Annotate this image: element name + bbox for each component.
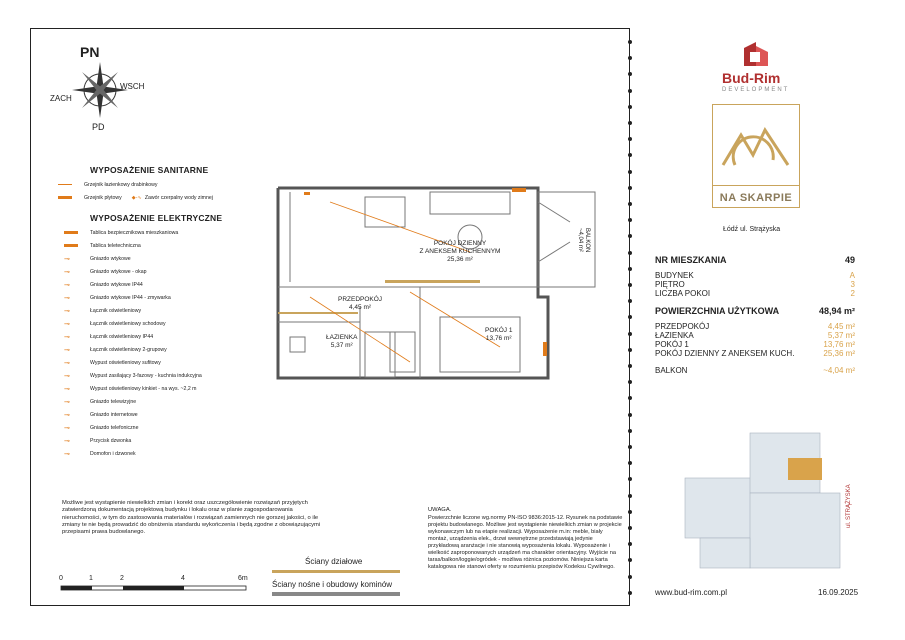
legend-item: ⊸ Gniazdo telewizyjne [64, 398, 137, 406]
legend-item: ⊸ Wypust oświetleniowy kinkiet - na wys. ~2,2 m [64, 385, 197, 393]
perforation-dot [628, 121, 632, 125]
legend-item: ⊸ Łącznik oświetleniowy schodowy [64, 320, 166, 328]
electrical-legend [64, 226, 264, 460]
electrical-symbol-icon: ⊸ [64, 385, 70, 393]
legend-item: Tablica teletechniczna [64, 239, 264, 252]
scale-label: 2 [120, 575, 124, 582]
perforation-dot [628, 267, 632, 271]
electrical-symbol-icon: ⊸ [64, 268, 70, 276]
perforation-dot [628, 477, 632, 481]
legend-item: ⊸ Gniazdo internetowe [64, 411, 138, 419]
perforation-dot [628, 510, 632, 514]
info-row: PRZEDPOKÓJ 4,45 m² [655, 322, 855, 331]
balcony-row: BALKON ~4,04 m² [655, 366, 855, 375]
partition-walls-label: Ściany działowe [305, 557, 363, 566]
street-label: ul. STRĄŻYSKA [846, 484, 852, 528]
perforation-dot [628, 283, 632, 287]
perforation-dot [628, 380, 632, 384]
electrical-symbol-icon: ⊸ [64, 359, 70, 367]
perforation-dot [628, 332, 632, 336]
info-row: PIĘTRO 3 [655, 280, 855, 289]
ladder-radiator-icon [58, 184, 72, 185]
total-area-row: POWIERZCHNIA UŻYTKOWA 48,94 m² [655, 306, 855, 316]
electrical-symbol-icon: ⊸ [64, 398, 70, 406]
perforation-dot [628, 526, 632, 530]
compass-east: WSCH [120, 82, 145, 91]
perforation-dot [628, 413, 632, 417]
perforation-dot [628, 234, 632, 238]
brand-name: Bud-Rim [722, 70, 781, 86]
website: www.bud-rim.com.pl [655, 588, 728, 597]
project-logo [712, 104, 800, 208]
legend-item: ⊸ Gniazdo wtykowe [64, 255, 131, 263]
perforation-dot [628, 105, 632, 109]
electrical-symbol-icon: ⊸ [64, 333, 70, 341]
scale-label: 1 [89, 575, 93, 582]
legend-item: Grzejnik płytowy ◆‑∿ Zawór czerpalny wody zimnej [58, 191, 258, 204]
perforation-dot [628, 186, 632, 190]
electrical-symbol-icon: ⊸ [64, 281, 70, 289]
perforation-dot [628, 558, 632, 562]
legend-item: Tablica bezpiecznikowa mieszkaniowa [64, 226, 264, 239]
legend-item: Grzejnik łazienkowy drabinkowy [58, 178, 258, 191]
brand-sub: DEVELOPMENT [722, 87, 790, 93]
project-name: NA SKARPIE [713, 185, 799, 204]
perforation-dot [628, 396, 632, 400]
apartment-number-row: NR MIESZKANIA 49 [655, 255, 855, 265]
info-row: POKÓJ DZIENNY Z ANEKSEM KUCH. 25,36 m² [655, 349, 855, 358]
perforation-dot [628, 315, 632, 319]
perforation-dot [628, 429, 632, 433]
perforation-dot [628, 591, 632, 595]
note-text: Powierzchnie liczone wg.normy PN-ISO 9836:2015-12. Rysunek na podstawie projektu budowlanego. Możliwe jest wystąpienie niewielkich zmian w projekcie wykonawczym lub na etapie realizacji. Wyposażenie m.in: meble, biały montaż, urządzenia elek., drzwi wewnętrzne przedstawiają jedynie przykładową aranżacje i nie stanowią wyposażenia lokalu. Wyposażenie i wielkość zaproponowanych urządzeń ma charakter orientacyjny. Wyjście na taras/balkon/loggie/ogródek - możliwa różnica poziomów. Niniejsza karta katalogowa nie stanowi oferty w rozumieniu przepisów Kodeksu Cywilnego. [428, 515, 623, 570]
sanitary-title: WYPOSAŻENIE SANITARNE [90, 165, 209, 175]
electrical-symbol-icon [64, 244, 78, 247]
legend-item: ⊸ Gniazdo wtykowe - okap [64, 268, 147, 276]
scale-label: 0 [59, 575, 63, 582]
legend-item: ⊸ Gniazdo wtykowe IP44 [64, 281, 143, 289]
perforation-dot [628, 461, 632, 465]
partition-walls-swatch [272, 570, 400, 573]
perforation-dot [628, 575, 632, 579]
site-plan [680, 428, 865, 578]
hall-label: PRZEDPOKÓJ 4,45 m² [338, 296, 383, 311]
info-row: ŁAZIENKA 5,37 m² [655, 331, 855, 340]
floor-plan [270, 182, 605, 382]
legend-item: ⊸ Przycisk dzwonka [64, 437, 132, 445]
living-room-label: POKÓJ DZIENNY Z ANEKSEM KUCHENNYM 25,36 m² [419, 240, 501, 263]
perforation-dot [628, 56, 632, 60]
electrical-symbol-icon: ⊸ [64, 372, 70, 380]
perforation-dot [628, 348, 632, 352]
perforation-dot [628, 89, 632, 93]
disclaimer-text: Możliwe jest wystąpienie niewielkich zmian i korekt oraz uszczegółowienie rozwiązań przyjętych zatwierdzoną dokumentacją projektową budynku i lokalu oraz w planie zagospodarowania nieruchomości, w tym do zastosowania materiałów i rozwiązań zamiennych nie gorszej jakości, o ile zmiany te nie będą prowadzić do obniżenia standardu wykończenia i będą zgodne z obowiązującymi przepisami prawa budowlanego. [62, 500, 321, 536]
panel-radiator-icon [58, 196, 72, 199]
water-valve-icon: ◆‑∿ [131, 194, 142, 201]
electrical-symbol-icon: ⊸ [64, 424, 70, 432]
mountain-logo-icon [713, 105, 798, 180]
perforation-dot [628, 202, 632, 206]
compass-north: PN [80, 44, 100, 60]
electrical-symbol-icon: ⊸ [64, 411, 70, 419]
electrical-symbol-icon [64, 231, 78, 234]
load-walls-label: Ściany nośne i obudowy kominów [272, 580, 393, 589]
scale-bar [58, 578, 258, 598]
perforation-dot [628, 542, 632, 546]
legend-item: ⊸ Łącznik oświetleniowy IP44 [64, 333, 154, 341]
info-row: BUDYNEK A [655, 271, 855, 280]
legend-item: ⊸ Łącznik oświetleniowy [64, 307, 142, 315]
compass-south: PD [92, 122, 105, 132]
electrical-symbol-icon: ⊸ [64, 255, 70, 263]
note-title: UWAGA. [428, 507, 452, 513]
perforation-dot [628, 364, 632, 368]
perforation-dots [628, 40, 634, 600]
legend-item: ⊸ Gniazdo telefoniczne [64, 424, 139, 432]
legend-item: ⊸ Gniazdo wtykowe IP44 - zmywarka [64, 294, 171, 302]
load-walls-swatch [272, 592, 400, 596]
perforation-dot [628, 218, 632, 222]
perforation-dot [628, 299, 632, 303]
electrical-symbol-icon: ⊸ [64, 346, 70, 354]
address: Łódź ul. Strążyska [723, 226, 781, 233]
electrical-symbol-icon: ⊸ [64, 437, 70, 445]
info-rows [655, 271, 855, 298]
compass-west: ZACH [50, 94, 72, 103]
date: 16.09.2025 [818, 588, 859, 597]
bath-label: ŁAZIENKA 5,37 m² [326, 334, 358, 349]
electrical-symbol-icon: ⊸ [64, 450, 70, 458]
electrical-symbol-icon: ⊸ [64, 307, 70, 315]
perforation-dot [628, 153, 632, 157]
perforation-dot [628, 137, 632, 141]
scale-label: 6m [238, 575, 248, 582]
area-rows [655, 322, 855, 358]
apartment-info [655, 255, 855, 375]
scale-label: 4 [181, 575, 185, 582]
perforation-dot [628, 445, 632, 449]
bud-rim-logo-icon [738, 40, 772, 68]
perforation-dot [628, 251, 632, 255]
perforation-dot [628, 170, 632, 174]
room1-label: POKÓJ 1 13,76 m² [485, 327, 513, 342]
electrical-symbol-icon: ⊸ [64, 320, 70, 328]
legend-item: ⊸ Wypust zasilający 3-fazowy - kuchnia indukcyjna [64, 372, 202, 380]
perforation-dot [628, 72, 632, 76]
perforation-dot [628, 494, 632, 498]
info-row: LICZBA POKOI 2 [655, 289, 855, 298]
electrical-title: WYPOSAŻENIE ELEKTRYCZNE [90, 213, 223, 223]
balcony-label: BALKON ~4,04 m² [577, 228, 590, 253]
sanitary-legend [58, 178, 258, 204]
electrical-symbol-icon: ⊸ [64, 294, 70, 302]
perforation-dot [628, 40, 632, 44]
info-row: POKÓJ 1 13,76 m² [655, 340, 855, 349]
legend-item: ⊸ Wypust oświetleniowy sufitowy [64, 359, 161, 367]
legend-item: ⊸ Domofon i dzwonek [64, 450, 136, 458]
legend-item: ⊸ Łącznik oświetleniowy 2-grupowy [64, 346, 167, 354]
